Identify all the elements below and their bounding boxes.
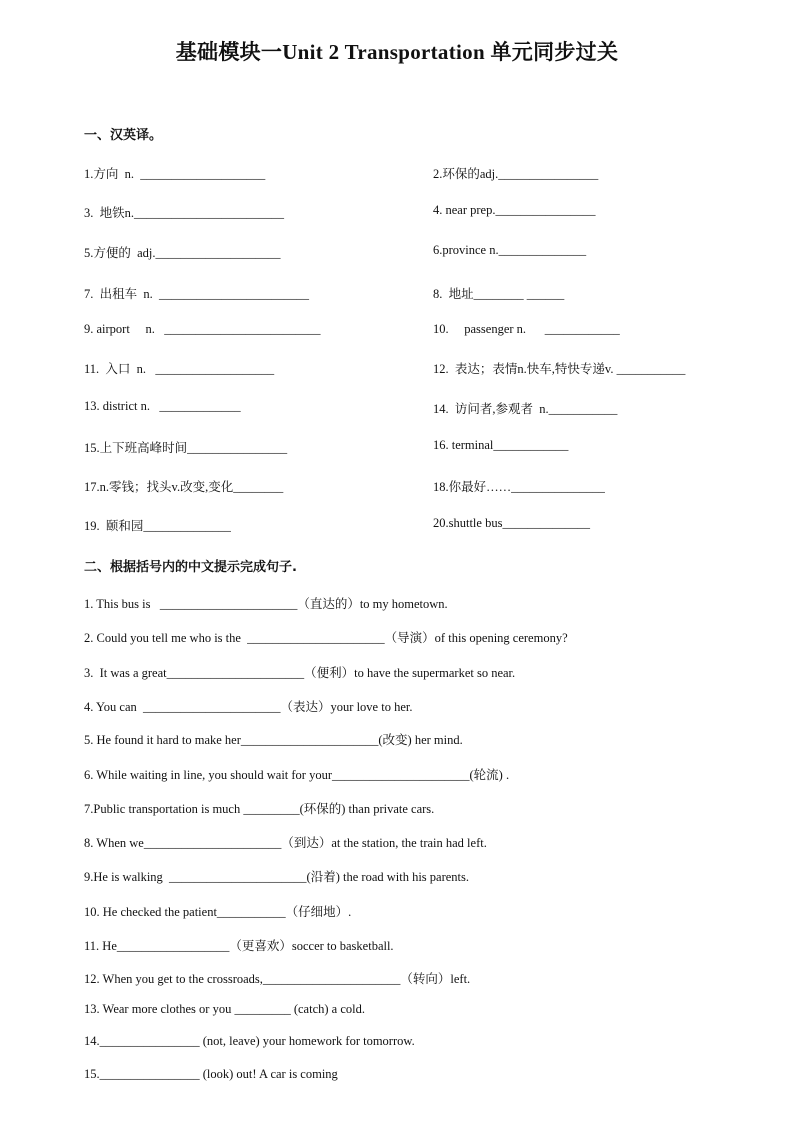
sentence-item: 6. While waiting in line, you should wait for your______________________(轮流) .: [84, 768, 510, 782]
vocab-item: 19. 颐和园______________: [84, 519, 231, 533]
vocab-item: 7. 出租车 n. ________________________: [84, 287, 310, 301]
vocab-item: 5.方便的 adj.____________________: [84, 246, 281, 260]
vocab-item: 15.上下班高峰时间________________: [84, 441, 288, 455]
section-heading-translation: 一、汉英译。: [84, 128, 163, 143]
vocab-item: 12. 表达；表情n.快车,特快专递v. ___________: [433, 362, 686, 376]
vocab-item: 14. 访问者,参观者 n.___________: [433, 402, 618, 416]
vocab-item: 2.环保的adj.________________: [433, 167, 599, 181]
sentence-item: 5. He found it hard to make her______________________(改变) her mind.: [84, 733, 463, 747]
vocab-item: 3. 地铁n.________________________: [84, 206, 285, 220]
sentence-item: 4. You can ______________________（表达）your love to her.: [84, 700, 413, 714]
vocab-item: 1.方向 n. ____________________: [84, 167, 266, 181]
sentence-item: 14.________________ (not, leave) your homework for tomorrow.: [84, 1034, 415, 1048]
vocab-item: 16. terminal____________: [433, 438, 569, 452]
sentence-item: 1. This bus is ______________________（直达的）to my hometown.: [84, 597, 448, 611]
vocab-item: 17.n.零钱；找头v.改变,变化________: [84, 480, 284, 494]
vocab-item: 18.你最好……_______________: [433, 480, 605, 494]
sentence-item: 8. When we______________________（到达）at the station, the train had left.: [84, 836, 487, 850]
sentence-item: 15.________________ (look) out! A car is coming: [84, 1067, 338, 1081]
sentence-item: 2. Could you tell me who is the ______________________（导演）of this opening ceremony?: [84, 631, 568, 645]
sentence-item: 12. When you get to the crossroads,______________________（转向）left.: [84, 972, 471, 986]
sentence-item: 11. He__________________（更喜欢）soccer to basketball.: [84, 939, 394, 953]
sentence-item: 7.Public transportation is much _________(环保的) than private cars.: [84, 802, 435, 816]
vocab-item: 13. district n. _____________: [84, 399, 241, 413]
vocab-item: 20.shuttle bus______________: [433, 516, 590, 530]
vocab-item: 4. near prep.________________: [433, 203, 596, 217]
vocab-item: 10. passenger n. ____________: [433, 322, 620, 336]
page-title: 基础模块一Unit 2 Transportation 单元同步过关: [175, 40, 619, 64]
sentence-item: 13. Wear more clothes or you _________ (catch) a cold.: [84, 1002, 365, 1016]
sentence-item: 10. He checked the patient___________（仔细地）.: [84, 905, 352, 919]
section-heading-sentences: 二、根据括号内的中文提示完成句子.: [84, 560, 297, 575]
vocab-item: 6.province n.______________: [433, 243, 587, 257]
vocab-item: 9. airport n. _________________________: [84, 322, 321, 336]
sentence-item: 9.He is walking ______________________(沿着) the road with his parents.: [84, 870, 470, 884]
vocab-item: 11. 入口 n. ___________________: [84, 362, 275, 376]
sentence-item: 3. It was a great______________________（便利）to have the supermarket so near.: [84, 666, 516, 680]
vocab-item: 8. 地址________ ______: [433, 287, 565, 301]
